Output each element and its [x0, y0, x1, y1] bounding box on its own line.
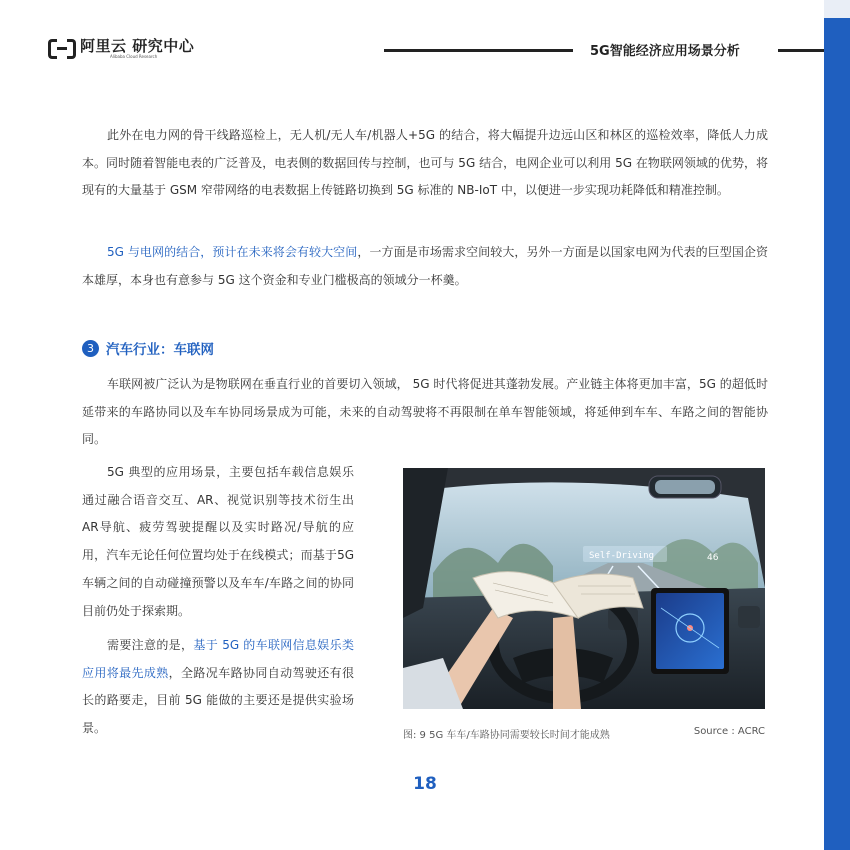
logo — [48, 38, 194, 59]
highlight-text: 基于 5G 的车联网信息娱乐类应用将最先成熟 — [82, 638, 354, 680]
header-title: 5G智能经济应用场景分析 — [590, 44, 740, 59]
paragraph-iov-note — [82, 632, 354, 743]
paragraph-text: ，一方面是市场需求空间较大，另外一方面是以国家电网为代表的巨型国企资本雄厚，本身也有意参与 5G 这个资金和专业门槛极高的领域分一杯羹。 — [82, 245, 768, 287]
caption-text: 图: 9 5G 车车/车路协同需要较长时间才能成熟 — [403, 730, 610, 741]
logo-text: 阿里云 研究中心 — [80, 37, 195, 55]
paragraph-iov-intro: 车联网被广泛认为是物联网在垂直行业的首要切入领域， 5G 时代将促进其蓬勃发展。产业链主体将更加丰富，5G 的超低时延带来的车路协同以及车车协同场景成为可能，未来的自动驾驶将不再限制在单车智能领域，将延伸到车车、车路之间的智能协同。 — [82, 377, 768, 447]
section-title: 汽车行业：车联网 — [106, 342, 214, 358]
section-number-badge: 3 — [82, 340, 99, 357]
caption-source: Source : ACRC — [693, 726, 765, 737]
highlight-text: 5G 与电网的结合，预计在未来将会有较大空间 — [107, 245, 358, 259]
paragraph-power-grid: 此外在电力网的骨干线路巡检上，无人机/无人车/机器人+5G 的结合，将大幅提升边远山区和林区的巡检效率，降低人力成本。同时随着智能电表的广泛普及，电表侧的数据回传与控制，也可与 5G 结合，电网企业可以利用 5G 在物联网领域的优势，将现有的大量基于 GSM 窄带网络的电表数据上传链路切换到 5G 标准的 NB-IoT 中，以便进一步实现功耗降低和精准控制。 — [82, 128, 768, 198]
aliyun-logo-icon — [48, 39, 76, 59]
self-driving-car-photo — [403, 468, 765, 709]
paragraph-iov-scenarios: 5G 典型的应用场景，主要包括车载信息娱乐通过融合语音交互、AR、视觉识别等技术衍生出AR导航、疲劳驾驶提醒以及实时路况/导航的应用，汽车无论任何位置均处于在线模式；而基于5G车辆之间的自动碰撞预警以及车车/车路之间的协同目前仍处于探索期。 — [82, 465, 354, 618]
logo-subtext: Alibaba Cloud Research — [110, 54, 158, 59]
paragraph-text: ，全路况车路协同自动驾驶还有很长的路要走，目前 5G 能做的主要还是提供实验场景。 — [82, 665, 354, 736]
header-divider-left — [384, 49, 573, 52]
section-heading — [82, 338, 214, 358]
figure-caption — [403, 726, 765, 741]
page-number: 18 — [413, 774, 437, 794]
paragraph-text: 需要注意的是， — [107, 638, 194, 652]
hud-value: 46 — [707, 553, 719, 563]
paragraph-grid-outlook — [82, 239, 768, 294]
hud-label: Self-Driving — [589, 551, 655, 561]
side-accent-bar — [824, 0, 850, 850]
header-divider-right — [778, 49, 824, 52]
